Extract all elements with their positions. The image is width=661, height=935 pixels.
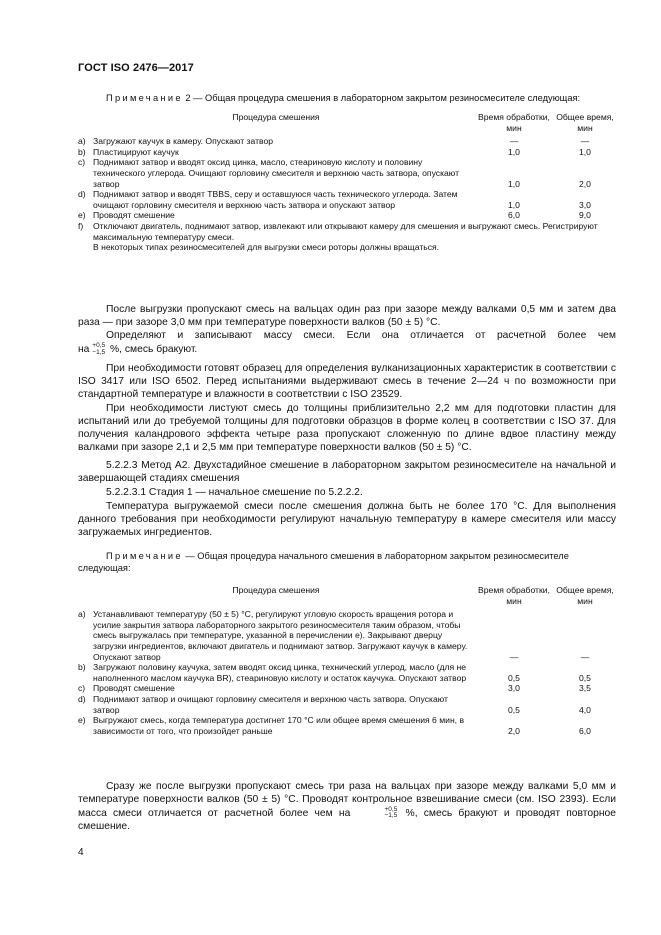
tolerance-upper: +0,5 — [92, 342, 106, 349]
row-time: 6,0 — [508, 210, 520, 221]
row-time: 0,5 — [508, 704, 520, 715]
note-text: 2 — Общая процедура смешения в лабораторном закрытом резиносмесителе следующая: — [185, 93, 581, 103]
table-row — [78, 609, 616, 662]
col-header-time: Время обработки, мин — [478, 585, 550, 606]
table-row — [78, 683, 616, 694]
table-header — [78, 585, 616, 609]
note-text: — Общая процедура начального смешения в лабораторном закрытом резиносмесителе следующая: — [78, 551, 569, 573]
row-time: 2,0 — [508, 725, 520, 736]
row-time: — — [509, 651, 519, 662]
col-header-procedure: Процедура смешения — [232, 585, 320, 595]
table-row — [78, 136, 616, 147]
col-header-total: Общее время, мин — [556, 112, 614, 133]
text-fragment: Сразу же после выгрузки пропускают смесь три раза на вальцах при зазоре между валками 5,0 мм и температуре поверхности валков (50 ± 5) °С. Проводят контрольное взвешивание смеси (см. ISO 2393). Если масса смеси отличается от расчетной более чем на — [78, 781, 616, 820]
paragraph: Температура выгружаемой смеси после смешения должна быть не более 170 °С. Для выполнения данного требования при необходимости регулируют начальную температуру в камере смесителя или массу загружаемых ингредиентов. — [78, 501, 616, 538]
row-total: 3,0 — [579, 199, 591, 210]
row-total: 0,5 — [579, 672, 591, 683]
row-letter: b) — [78, 662, 86, 673]
note-2 — [78, 550, 616, 574]
paragraph: Определяют и записывают массу смеси. Если она отличается от расчетной более чем — [106, 330, 616, 341]
table-row — [78, 694, 616, 715]
row-letter: a) — [78, 136, 86, 147]
text-fragment: на — [78, 344, 90, 356]
row-desc: Проводят смешение — [93, 683, 175, 694]
row-letter: f) — [78, 220, 84, 231]
row-letter: b) — [78, 146, 86, 157]
subsection-heading: 5.2.2.3.1 Стадия 1 — начальное смешение по 5.2.2.2. — [106, 487, 363, 498]
row-letter: e) — [78, 210, 86, 221]
row-total: 6,0 — [579, 725, 591, 736]
row-total: 2,0 — [579, 178, 591, 189]
table-row — [78, 157, 616, 189]
table-header — [78, 112, 616, 136]
tolerance-lower: −1,5 — [384, 812, 398, 820]
row-total: 1,0 — [579, 146, 591, 157]
paragraph: После выгрузки пропускают смесь на вальцах один раз при зазоре между валками 0,5 мм и затем два раза — при зазоре 3,0 мм при температуре поверхности валков (50 ± 5) °С. — [78, 304, 616, 328]
row-time: 1,0 — [508, 178, 520, 189]
paragraph: При необходимости листуют смесь до толщины приблизительно 2,2 мм для подготовки пластин для испытаний или до требуемой толщины для подготовки образцов в форме колец в соответствии с ISO 37. Для получения каландрового эффекта четыре раза пропускают сложенную по длине вдвое пластину между валками при зазоре 2,1 и 2,5 мм при температуре поверхности валков (50 ± 5) °С. — [78, 403, 616, 453]
row-total: — — [580, 651, 590, 662]
paragraph: При необходимости готовят образец для определения вулканизационных характеристик в соответствии с ISO 3417 или ISO 6502. Перед испытаниями выдерживают смесь в течение 2—24 ч по возможности при стандартной температуре и влажности в соответствии с ISO 23529. — [78, 363, 616, 400]
row-desc: Загружают половину каучука, затем вводят оксид цинка, технический углерод, масло (для не наполненного маслом каучука BR), стеариновую кислоту и остаток каучука. Опускают затвор — [93, 662, 467, 683]
row-total: 3,5 — [579, 683, 591, 694]
row-letter: c) — [78, 157, 86, 168]
col-header-total: Общее время, мин — [556, 585, 614, 606]
table-row — [78, 189, 616, 210]
text-fragment: %, смесь бракуют. — [110, 344, 198, 356]
table-row — [78, 210, 616, 221]
row-letter: d) — [78, 189, 86, 200]
row-time: 3,0 — [508, 683, 520, 694]
row-time: 1,0 — [508, 199, 520, 210]
table-row — [78, 662, 616, 683]
row-desc: Поднимают затвор и вводят TBBS, серу и оставшуюся часть технического углерода. Затем очищают горловину смесителя и верхнюю часть затвора и опускают затвор — [93, 189, 458, 210]
col-header-procedure: Процедура смешения — [232, 112, 320, 122]
page-number: 4 — [78, 847, 84, 858]
text-fragment: %, смесь бракуют и проводят повторное смешение. — [78, 808, 616, 832]
mixing-table-1 — [78, 112, 616, 253]
tolerance-upper: +0,5 — [384, 805, 398, 813]
note-label: Примечание — [106, 93, 183, 103]
row-desc: Поднимают затвор и вводят оксид цинка, масло, стеариновую кислоту и половину технического углерода. Очищают горловину смесителя и верхнюю часть затвора, опускают затвор — [93, 157, 460, 189]
row-letter: e) — [78, 715, 86, 726]
tolerance-stack — [92, 343, 105, 356]
row-total: 9,0 — [579, 210, 591, 221]
paragraph-continuation — [78, 343, 616, 357]
final-paragraph — [78, 781, 616, 834]
row-desc: Загружают каучук в камеру. Опускают затвор — [93, 136, 274, 147]
table-row — [78, 221, 616, 253]
row-f-extra: В некоторых типах резиносмесителей для выгрузки смеси роторы должны вращаться. — [93, 242, 440, 253]
row-letter: d) — [78, 693, 86, 704]
mixing-table-2 — [78, 585, 616, 736]
row-f-text: Отключают двигатель, поднимают затвор, извлекают или открывают камеру для смешения и выгружают смесь. Регистрируют максимальную температуру смеси. — [93, 220, 598, 242]
row-time: — — [509, 136, 519, 147]
note-label: Примечание — [106, 551, 183, 561]
row-time: 1,0 — [508, 146, 520, 157]
row-letter: c) — [78, 683, 86, 694]
tolerance-lower: −1,5 — [92, 348, 106, 356]
table-row — [78, 147, 616, 158]
row-time: 0,5 — [508, 672, 520, 683]
table-row — [78, 715, 616, 736]
row-desc-wide — [93, 221, 616, 253]
row-desc: Проводят смешение — [93, 210, 175, 221]
note-1 — [78, 92, 616, 104]
tolerance-stack — [357, 807, 398, 820]
document-header: ГОСТ ISO 2476—2017 — [78, 62, 194, 74]
row-desc: Устанавливают температуру (50 ± 5) °С, регулируют угловую скорость вращения ротора и усилие закрытия затвора лабораторного закрытого резиносмесителя таким образом, чтобы смесь выгружалась при температуре, указанной в перечислении е). Закрывают дверцу загрузки ингредиентов, включают двигатель и поднимают затвор. Загружают каучук в камеру. Опускают затвор — [93, 609, 468, 662]
row-total: — — [580, 136, 590, 147]
row-desc: Выгружают смесь, когда температура достигнет 170 °С или общее время смешения 6 мин, в зависимости от того, что произойдет раньше — [93, 715, 465, 736]
row-letter: a) — [78, 609, 86, 620]
row-total: 4,0 — [579, 704, 591, 715]
row-desc: Поднимают затвор и очищают горловину смесителя и верхнюю часть затвора. Опускают затвор — [93, 693, 448, 715]
section-heading: 5.2.2.3 Метод А2. Двухстадийное смешение в лабораторном закрытом резиносмесителе на начальной и завершающей стадиях смешения — [78, 460, 616, 484]
row-desc: Пластицируют каучук — [93, 146, 179, 157]
col-header-time: Время обработки, мин — [478, 112, 550, 133]
